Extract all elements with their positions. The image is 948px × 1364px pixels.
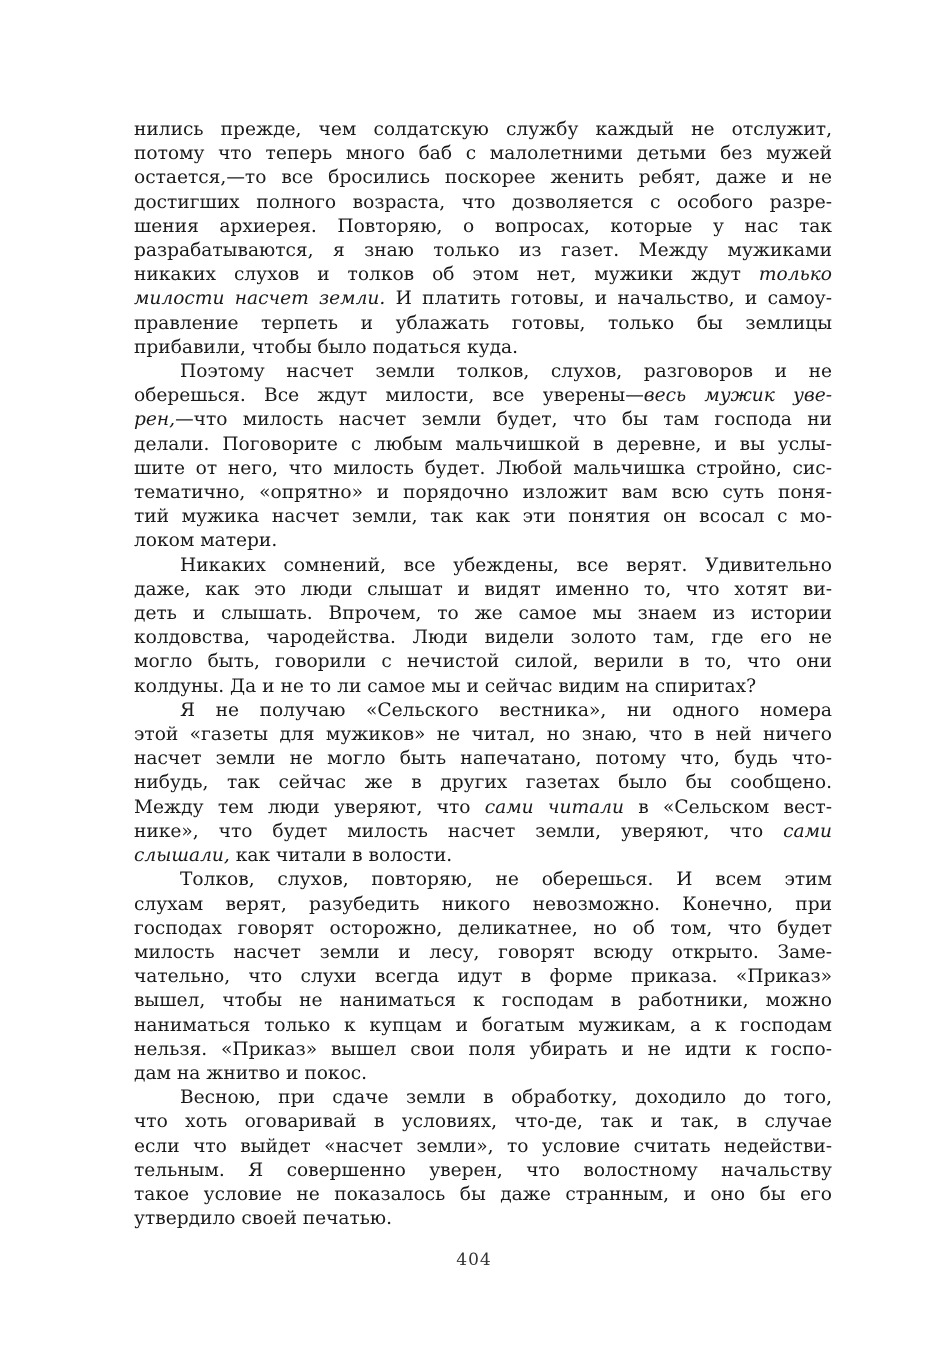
text-line (134, 917, 832, 941)
text-segment: нились прежде, чем солдатскую службу каждый не отслужит, (134, 119, 832, 140)
text-segment: достигших полного возраста, что дозволяется с особого разре- (134, 191, 832, 213)
text-segment: шите от него, что милость будет. Любой мальчишка стройно, сис- (134, 457, 832, 479)
text-segment: могло быть, говорили с нечистой силой, верили в то, что они (134, 651, 832, 673)
text-segment: наниматься только к купцам и богатым мужикам, а к господам (134, 1014, 832, 1036)
text-line (134, 893, 832, 917)
paragraph (134, 1086, 832, 1231)
italic-text: весь мужик уве- (643, 385, 832, 407)
text-line (134, 336, 832, 360)
text-line (134, 1135, 832, 1159)
text-line (134, 747, 832, 771)
text-segment: слухам верят, разубедить никого невозможно. Конечно, при (134, 893, 832, 915)
text-segment: Никаких сомнений, все убеждены, все верят. Удивительно (180, 554, 832, 576)
text-line (134, 312, 832, 336)
text-line (134, 868, 832, 892)
text-segment: что хоть оговаривай в условиях, что-де, так и так, в случае (134, 1111, 832, 1133)
text-line (134, 263, 832, 287)
text-segment: колдовства, чародейства. Люди видели золото там, где его не (134, 627, 832, 649)
text-line (134, 723, 832, 747)
text-segment: делали. Поговорите с любым мальчишкой в деревне, и вы услы- (134, 433, 832, 455)
text-line (134, 554, 832, 578)
text-segment: Поэтому насчет земли толков, слухов, разговоров и не (180, 361, 832, 383)
text-segment: тий мужика насчет земли, так как эти понятия он всосал с мо- (134, 506, 832, 528)
text-segment: колдуны. Да и не то ли самое мы и сейчас видим на спиритах? (134, 675, 757, 697)
text-line (134, 1014, 832, 1038)
text-segment: никаких слухов и толков об этом нет, мужики ждут (134, 264, 759, 286)
text-line (134, 1062, 832, 1086)
text-line (134, 191, 832, 215)
text-segment: правление терпеть и ублажать готовы, только бы землицы (134, 312, 832, 334)
text-segment: этой «газеты для мужиков» не читал, но знаю, что в ней ничего (134, 724, 832, 746)
paragraph (134, 118, 832, 360)
text-line (134, 1159, 832, 1183)
text-segment: даже, как это люди слышат и видят именно то, что хотят ви- (134, 578, 832, 600)
text-line (134, 941, 832, 965)
text-segment: милость насчет земли и лесу, говорят всюду открыто. Заме- (134, 941, 832, 963)
italic-text: милости насчет земли. (134, 288, 386, 310)
text-line (134, 965, 832, 989)
text-line (134, 626, 832, 650)
text-line (134, 771, 832, 795)
text-segment: утвердило своей печатью. (134, 1208, 393, 1230)
text-segment: насчет земли не могло быть напечатано, потому что, будь что- (134, 748, 832, 770)
text-segment: прибавили, чтобы было податься куда. (134, 336, 519, 358)
paragraph (134, 554, 832, 699)
text-segment: нибудь, так сейчас же в других газетах было бы сообщено. (134, 772, 832, 794)
text-segment: остается,—то все бросились поскорее женить ребят, даже и не (134, 167, 832, 189)
text-line (134, 142, 832, 166)
text-line (134, 529, 832, 553)
text-line (134, 433, 832, 457)
text-segment: чательно, что слухи всегда идут в форме приказа. «Приказ» (134, 966, 832, 988)
text-line (134, 118, 832, 142)
text-line (134, 505, 832, 529)
italic-text: только (758, 264, 832, 286)
text-segment: вышел, чтобы не наниматься к господам в работники, можно (134, 990, 832, 1012)
italic-text: рен, (134, 409, 176, 431)
text-line (134, 699, 832, 723)
text-segment: дам на жнитво и покос. (134, 1062, 368, 1084)
text-segment: шения архиерея. Повторяю, о вопросах, которые у нас так (134, 215, 832, 237)
text-line (134, 1207, 832, 1231)
text-line (134, 166, 832, 190)
paragraph (134, 699, 832, 868)
text-segment: —что милость насчет земли будет, что бы там господа ни (175, 409, 832, 431)
text-line (134, 578, 832, 602)
text-line (134, 1038, 832, 1062)
text-line (134, 408, 832, 432)
text-segment: такое условие не показалось бы даже странным, и оно бы его (134, 1183, 832, 1205)
text-line (134, 844, 832, 868)
text-segment: Толков, слухов, повторяю, не оберешься. И всем этим (180, 869, 832, 891)
text-line (134, 384, 832, 408)
text-line (134, 287, 832, 311)
paragraph (134, 360, 832, 554)
text-line (134, 360, 832, 384)
italic-text: сами читали (484, 796, 624, 818)
text-line (134, 457, 832, 481)
text-line (134, 989, 832, 1013)
text-segment: разрабатываются, я знаю только из газет. Между мужиками (134, 240, 832, 262)
text-segment: тельным. Я совершенно уверен, что волостному начальству (134, 1159, 832, 1181)
page-number: 404 (456, 1250, 492, 1270)
text-line (134, 1110, 832, 1134)
page-body (134, 118, 832, 1231)
text-segment: в «Сельском вест- (624, 796, 832, 818)
text-segment: нике», что будет милость насчет земли, уверяют, что (134, 820, 784, 842)
text-segment: Весною, при сдаче земли в обработку, доходило до того, (180, 1087, 832, 1109)
italic-text: слышали, (134, 845, 230, 867)
text-segment: нельзя. «Приказ» вышел свои поля убирать и не идти к госпо- (134, 1038, 832, 1060)
text-segment: И платить готовы, и начальство, и самоу- (385, 288, 832, 310)
text-segment: деть и слышать. Впрочем, то же самое мы знаем из истории (134, 603, 832, 625)
paragraph (134, 868, 832, 1086)
text-line (134, 1086, 832, 1110)
text-segment: господах говорят осторожно, деликатнее, но об том, что будет (134, 917, 832, 939)
text-line (134, 796, 832, 820)
text-segment: Я не получаю «Сельского вестника», ни одного номера (180, 699, 832, 721)
text-line (134, 239, 832, 263)
text-segment: оберешься. Все ждут милости, все уверены— (134, 385, 644, 407)
text-line (134, 650, 832, 674)
text-segment: тематично, «опрятно» и порядочно изложит вам всю суть поня- (134, 482, 832, 504)
text-segment: Между тем люди уверяют, что (134, 796, 485, 818)
text-line (134, 675, 832, 699)
text-segment: если что выйдет «насчет земли», то условие считать недействи- (134, 1135, 832, 1157)
text-line (134, 215, 832, 239)
text-segment: как читали в волости. (229, 845, 453, 867)
text-line (134, 1183, 832, 1207)
text-segment: локом матери. (134, 530, 278, 552)
text-line (134, 602, 832, 626)
italic-text: сами (783, 820, 832, 842)
text-line (134, 820, 832, 844)
text-segment: потому что теперь много баб с малолетними детьми без мужей (134, 143, 832, 165)
text-line (134, 481, 832, 505)
